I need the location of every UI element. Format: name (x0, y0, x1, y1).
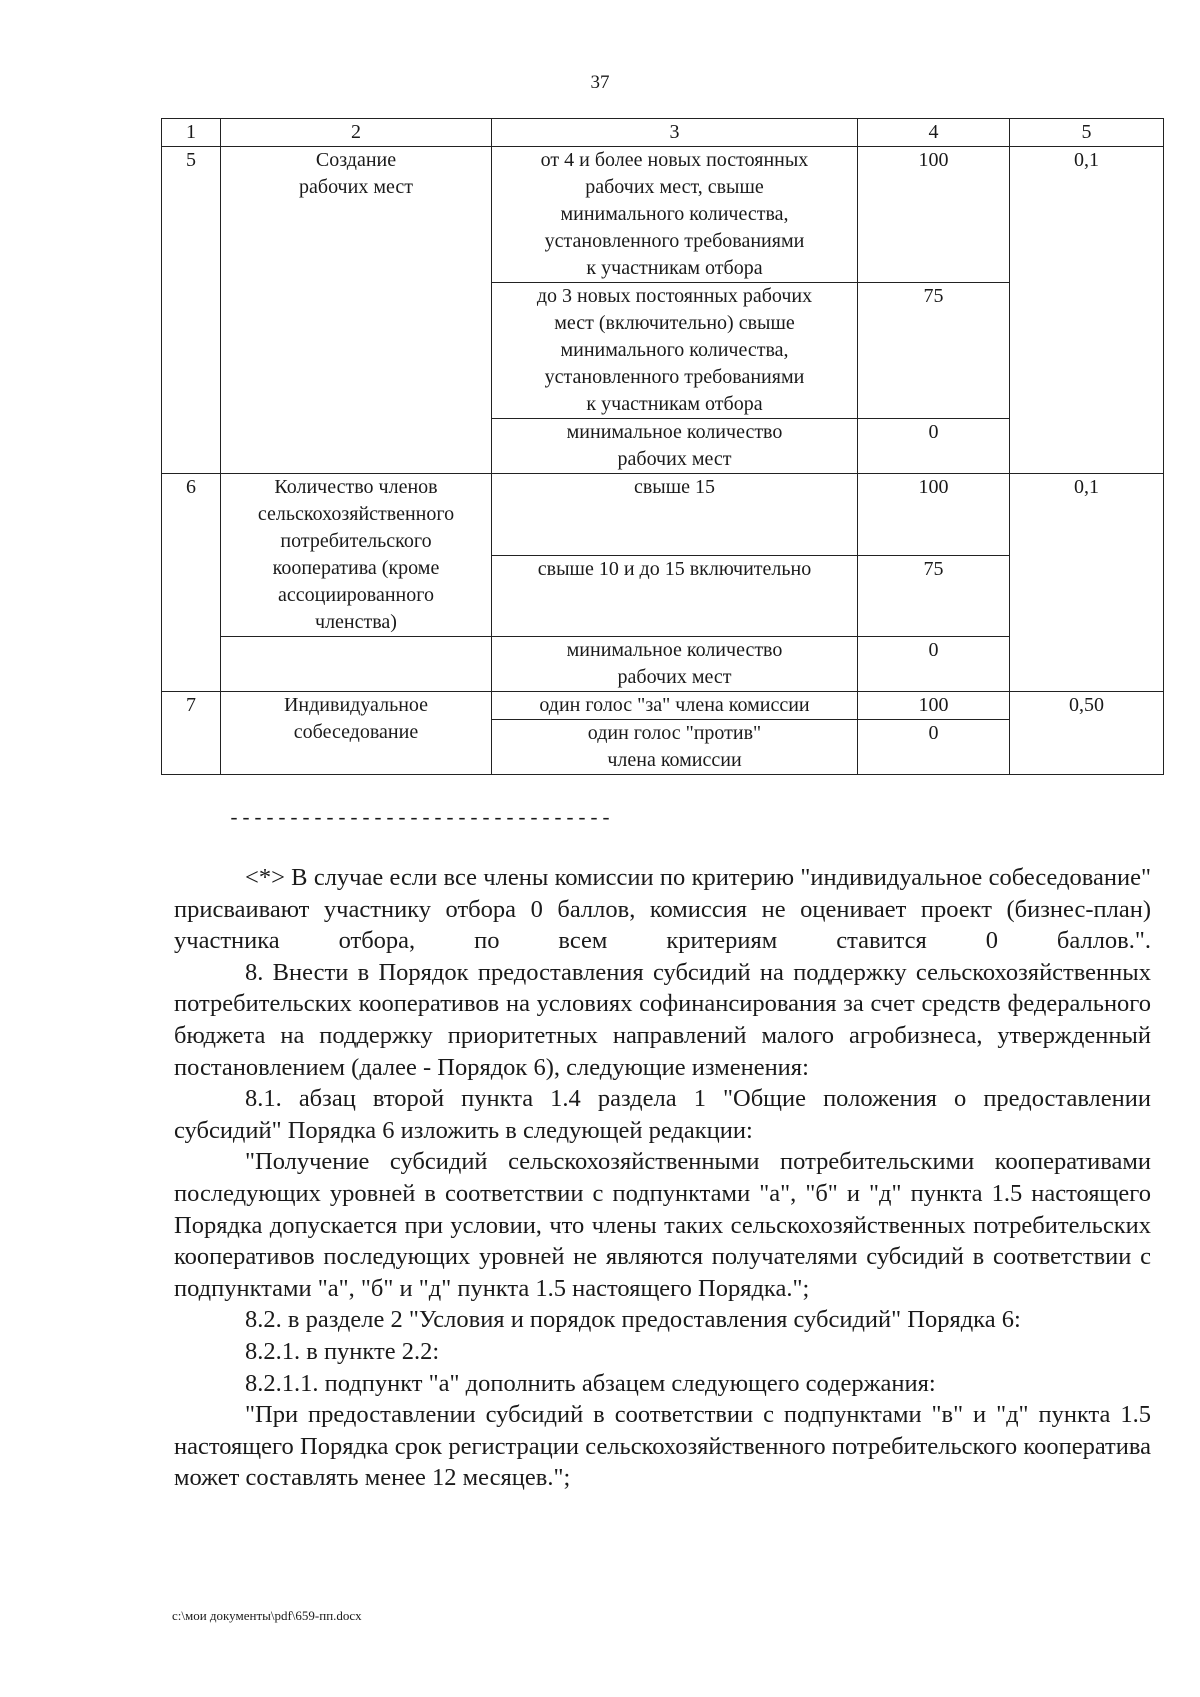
criterion-line: кооператива (кроме (272, 557, 440, 579)
weight-cell: 0,1 (1010, 474, 1164, 692)
table-header-row (162, 119, 1164, 147)
row-number: 5 (162, 147, 221, 474)
table-row (162, 474, 1164, 556)
condition-line: свыше 10 и до 15 включительно (537, 557, 812, 580)
condition-line: мест (включительно) свыше (554, 312, 795, 334)
score-cell: 100 (858, 474, 1010, 556)
page-number: 37 (590, 72, 610, 93)
condition-line: минимальное количество (566, 421, 783, 443)
criterion-line: сельскохозяйственного (257, 503, 455, 525)
body-paragraph: 8.1. абзац второй пункта 1.4 раздела 1 "Общие положения о предоставлении субсидий" Порядка 6 изложить в следующей редакции: (174, 1085, 1151, 1144)
score-cell: 75 (858, 555, 1010, 637)
body-paragraph: 8. Внести в Порядок предоставления субсидий на поддержку сельскохозяйственных потребительских кооперативов на условиях софинансирования за счет средств федерального бюджета на поддержку приоритетных направлений малого агробизнеса, утвержденный постановлением (далее - Порядок 6), следующие изменения: (174, 958, 1151, 1081)
body-paragraph: 8.2.1. в пункте 2.2: (245, 1337, 440, 1365)
condition-cell (492, 637, 858, 692)
condition-line: минимального количества, (560, 339, 789, 361)
table-row (162, 692, 1164, 720)
condition-line: свыше 15 (633, 476, 716, 498)
score-cell: 100 (858, 692, 1010, 720)
condition-line: к участникам отбора (586, 257, 763, 279)
body-paragraph: "Получение субсидий сельскохозяйственными потребительскими кооперативами последующих уровней в соответствии с подпунктами "а", "б" и "д" пункта 1.5 настоящего Порядка допускается при условии, что члены таких сельскохозяйственных потребительских кооперативов последующих уровней не являются получателями субсидий в соответствии с подпунктами "а", "б" и "д" пункта 1.5 настоящего Порядка."; (174, 1148, 1151, 1302)
document-body (174, 862, 1151, 1494)
condition-line: рабочих мест (617, 448, 732, 470)
criterion-line: потребительского (280, 530, 432, 552)
header-cell: 2 (221, 119, 492, 147)
score-cell: 0 (858, 637, 1010, 692)
condition-cell (492, 692, 858, 720)
criterion-cell (221, 474, 492, 637)
condition-line: установленного требованиями (544, 230, 805, 252)
condition-cell (492, 720, 858, 775)
criterion-line: Создание (315, 149, 397, 171)
footnote-paragraph: <*> В случае если все члены комиссии по критерию "индивидуальное собеседование" присваивают участнику отбора 0 баллов, комиссия не оценивает проект (бизнес-план) участника отбора, по всем критериям ставится 0 баллов.". (174, 864, 1151, 955)
empty-criterion-cell (221, 637, 492, 692)
header-cell: 5 (1010, 119, 1164, 147)
header-cell: 1 (162, 119, 221, 147)
score-cell: 0 (858, 419, 1010, 474)
condition-line: минимальное количество (566, 639, 783, 661)
criterion-line: собеседование (293, 721, 419, 743)
condition-line: рабочих мест (617, 666, 732, 688)
score-cell: 75 (858, 283, 1010, 419)
condition-line: один голос "против" (587, 722, 762, 744)
row-number: 7 (162, 692, 221, 775)
weight-cell: 0,1 (1010, 147, 1164, 474)
criterion-line: Количество членов (274, 476, 438, 498)
condition-line: от 4 и более новых постоянных (540, 149, 809, 171)
score-cell: 100 (858, 147, 1010, 283)
condition-line: к участникам отбора (586, 393, 763, 415)
condition-line: члена комиссии (607, 749, 742, 771)
condition-line: до 3 новых постоянных рабочих (536, 285, 813, 307)
body-paragraph: 8.2. в разделе 2 "Условия и порядок предоставления субсидий" Порядка 6: (245, 1306, 1021, 1334)
condition-line: рабочих мест, свыше (585, 176, 764, 198)
criterion-line: членства) (315, 611, 397, 633)
condition-cell (492, 555, 858, 637)
condition-cell (492, 419, 858, 474)
body-paragraph: 8.2.1.1. подпункт "а" дополнить абзацем следующего содержания: (245, 1369, 936, 1397)
criterion-line: Индивидуальное (283, 694, 429, 716)
condition-line: один голос "за" члена комиссии (539, 694, 810, 716)
file-path-footer: c:\мои документы\pdf\659-пп.docx (172, 1608, 362, 1623)
criterion-line: ассоциированного (278, 584, 434, 606)
criteria-table (161, 118, 1164, 775)
condition-line: установленного требованиями (544, 366, 805, 388)
row-number: 6 (162, 474, 221, 692)
header-cell: 4 (858, 119, 1010, 147)
body-paragraph: "При предоставлении субсидий в соответствии с подпунктами "в" и "д" пункта 1.5 настоящего Порядка срок регистрации сельскохозяйственного потребительского кооператива может составлять менее 12 месяцев."; (174, 1401, 1151, 1492)
weight-cell: 0,50 (1010, 692, 1164, 775)
header-cell: 3 (492, 119, 858, 147)
score-cell: 0 (858, 720, 1010, 775)
criterion-line: рабочих мест (299, 176, 413, 198)
criterion-cell (221, 147, 492, 474)
footnote-separator: -------------------------------- (228, 808, 613, 831)
condition-line: минимального количества, (560, 203, 789, 225)
criterion-cell (221, 692, 492, 775)
condition-cell (492, 147, 858, 283)
table-row (162, 147, 1164, 283)
condition-cell (492, 283, 858, 419)
condition-cell (492, 474, 858, 556)
